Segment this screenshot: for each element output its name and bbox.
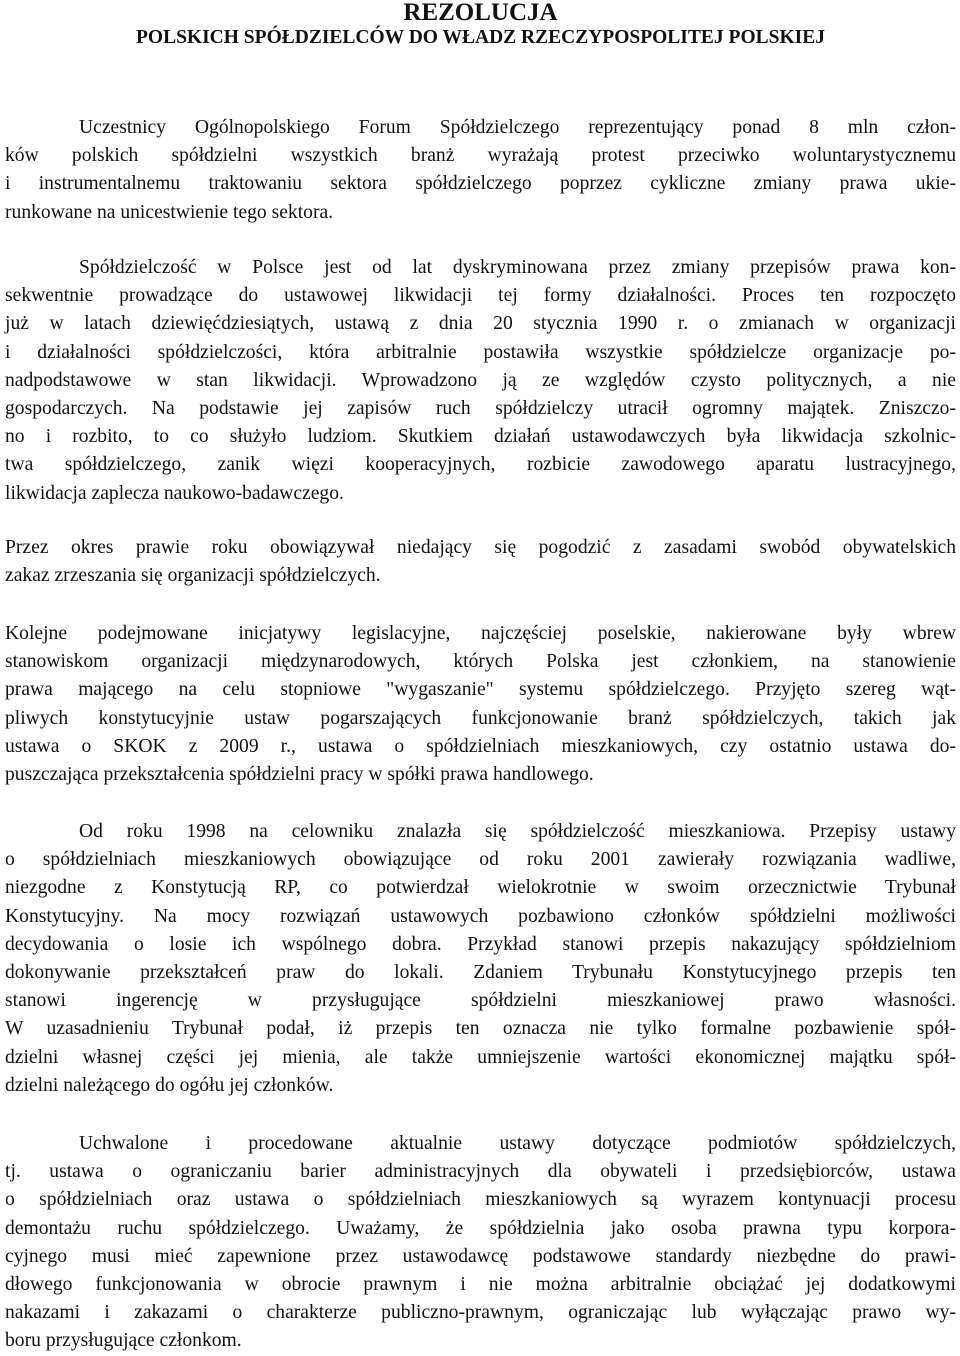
paragraph-line: nadpodstawowe w stan likwidacji. Wprowadzono ją ze względów czysto politycznych, a nie: [5, 369, 956, 391]
paragraph-line: i działalności spółdzielczości, która arbitralnie postawiła wszystkie spółdzielcze organizacje po-: [5, 341, 956, 363]
paragraph-line: no i rozbito, to co służyło ludziom. Skutkiem działań ustawodawczych była likwidacja szkolnic-: [5, 426, 956, 448]
paragraph-line: dłowego funkcjonowania w obrocie prawnym i nie można arbitralnie obciążać jej dodatkowymi: [5, 1274, 956, 1296]
paragraph-line: puszczająca przekształcenia spółdzielni pracy w spółki prawa handlowego.: [5, 764, 594, 786]
document-title: REZOLUCJA: [403, 0, 558, 26]
paragraph-line: gospodarczych. Na podstawie jej zapisów ruch spółdzielczy utracił ogromny majątek. Zniszczo-: [5, 398, 956, 420]
paragraph-line: twa spółdzielczego, zanik więzi kooperacyjnych, rozbicie zawodowego aparatu lustracyjnego,: [5, 454, 956, 476]
paragraph-line: sekwentnie prowadzące do ustawowej likwidacji tej formy działalności. Proces ten rozpoczęto: [5, 285, 956, 307]
paragraph-line: już w latach dziewięćdziesiątych, ustawą z dnia 20 stycznia 1990 r. o zmianach w organizacji: [5, 313, 956, 335]
paragraph-line: demontażu ruchu spółdzielczego. Uważamy, że spółdzielnia jako osoba prawna typu korpora-: [5, 1217, 956, 1239]
paragraph-line: Spółdzielczość w Polsce jest od lat dyskryminowana przez zmiany przepisów prawa kon-: [79, 257, 956, 278]
paragraph-line: ków polskich spółdzielni wszystkich branż wyrażają protest przeciwko woluntarystycznemu: [5, 145, 956, 167]
paragraph-line: Uchwalone i procedowane aktualnie ustawy dotyczące podmiotów spółdzielczych,: [79, 1133, 956, 1154]
paragraph-line: o spółdzielniach oraz ustawa o spółdzielniach mieszkaniowych są wyrazem kontynuacji procesu: [5, 1189, 956, 1211]
document-page: [5, 0, 956, 1352]
paragraph-3: [5, 534, 956, 590]
paragraph-line: stanowi ingerencję w przysługujące spółdzielni mieszkaniowej prawo własności.: [5, 990, 956, 1012]
paragraph-line: runkowane na unicestwienie tego sektora.: [5, 201, 334, 223]
paragraph-line: Od roku 1998 na celowniku znalazła się spółdzielczość mieszkaniowa. Przepisy ustawy: [79, 821, 956, 842]
paragraph-line: stanowiskom organizacji międzynarodowych, których Polska jest członkiem, na stanowienie: [5, 651, 956, 673]
paragraph-line: nakazami i zakazami o charakterze publiczno-prawnym, ograniczając lub wyłączając prawo wy-: [5, 1302, 956, 1324]
paragraph-line: prawa mającego na celu stopniowe "wygaszanie" systemu spółdzielczego. Przyjęto szereg wąt-: [5, 679, 956, 701]
paragraph-2: [5, 254, 956, 508]
paragraph-5: [5, 818, 956, 1100]
paragraph-line: pliwych konstytucyjnie ustaw pogarszających funkcjonowanie branż spółdzielczych, takich jak: [5, 707, 956, 729]
paragraph-line: boru przysługujące członkom.: [5, 1330, 242, 1352]
paragraph-line: dzielni należącego do ogółu jej członków.: [5, 1074, 334, 1096]
paragraph-line: decydowania o losie ich wspólnego dobra. Przykład stanowi przepis nakazujący spółdzielniom: [5, 933, 956, 955]
paragraph-line: Przez okres prawie roku obowiązywał niedający się pogodzić z zasadami swobód obywatelskich: [5, 537, 956, 558]
paragraph-line: Uczestnicy Ogólnopolskiego Forum Spółdzielczego reprezentujący ponad 8 mln człon-: [79, 117, 956, 138]
paragraph-1: [5, 114, 956, 227]
paragraph-line: dokonywanie przekształceń praw do lokali. Zdaniem Trybunału Konstytucyjnego przepis ten: [5, 962, 956, 984]
paragraph-line: dzielni własnej części jej mienia, ale także umniejszenie wartości ekonomicznej majątku spół-: [5, 1046, 956, 1068]
document-subtitle: POLSKICH SPÓŁDZIELCÓW DO WŁADZ RZECZYPOSPOLITEJ POLSKIEJ: [136, 27, 825, 48]
paragraph-line: W uzasadnieniu Trybunał podał, iż przepis ten oznacza nie tylko formalne pozbawienie spół-: [5, 1018, 956, 1040]
paragraph-line: o spółdzielniach mieszkaniowych obowiązujące od roku 2001 zawierały rozwiązania wadliwe,: [5, 849, 956, 871]
paragraph-line: cyjnego musi mieć zapewnione przez ustawodawcę podstawowe standardy niezbędne do prawi-: [5, 1245, 956, 1267]
paragraph-4: [5, 620, 956, 789]
paragraph-line: tj. ustawa o ograniczaniu barier administracyjnych dla obywateli i przedsiębiorców, ustawa: [5, 1161, 956, 1183]
paragraph-line: Kolejne podejmowane inicjatywy legislacyjne, najczęściej poselskie, nakierowane były wbrew: [5, 623, 956, 644]
paragraph-line: Konstytucyjny. Na mocy rozwiązań ustawowych pozbawiono członków spółdzielni możliwości: [5, 905, 956, 927]
paragraph-line: i instrumentalnemu traktowaniu sektora spółdzielczego poprzez cykliczne zmiany prawa ukie-: [5, 173, 956, 195]
paragraph-line: niezgodne z Konstytucją RP, co potwierdzał wielokrotnie w swoim orzecznictwie Trybunał: [5, 877, 956, 899]
paragraph-line: likwidacja zaplecza naukowo-badawczego.: [5, 482, 344, 504]
paragraph-line: ustawa o SKOK z 2009 r., ustawa o spółdzielniach mieszkaniowych, czy ostatnio ustawa do-: [5, 735, 956, 757]
paragraph-6: [5, 1130, 956, 1356]
paragraph-line: zakaz zrzeszania się organizacji spółdzielczych.: [5, 565, 381, 587]
